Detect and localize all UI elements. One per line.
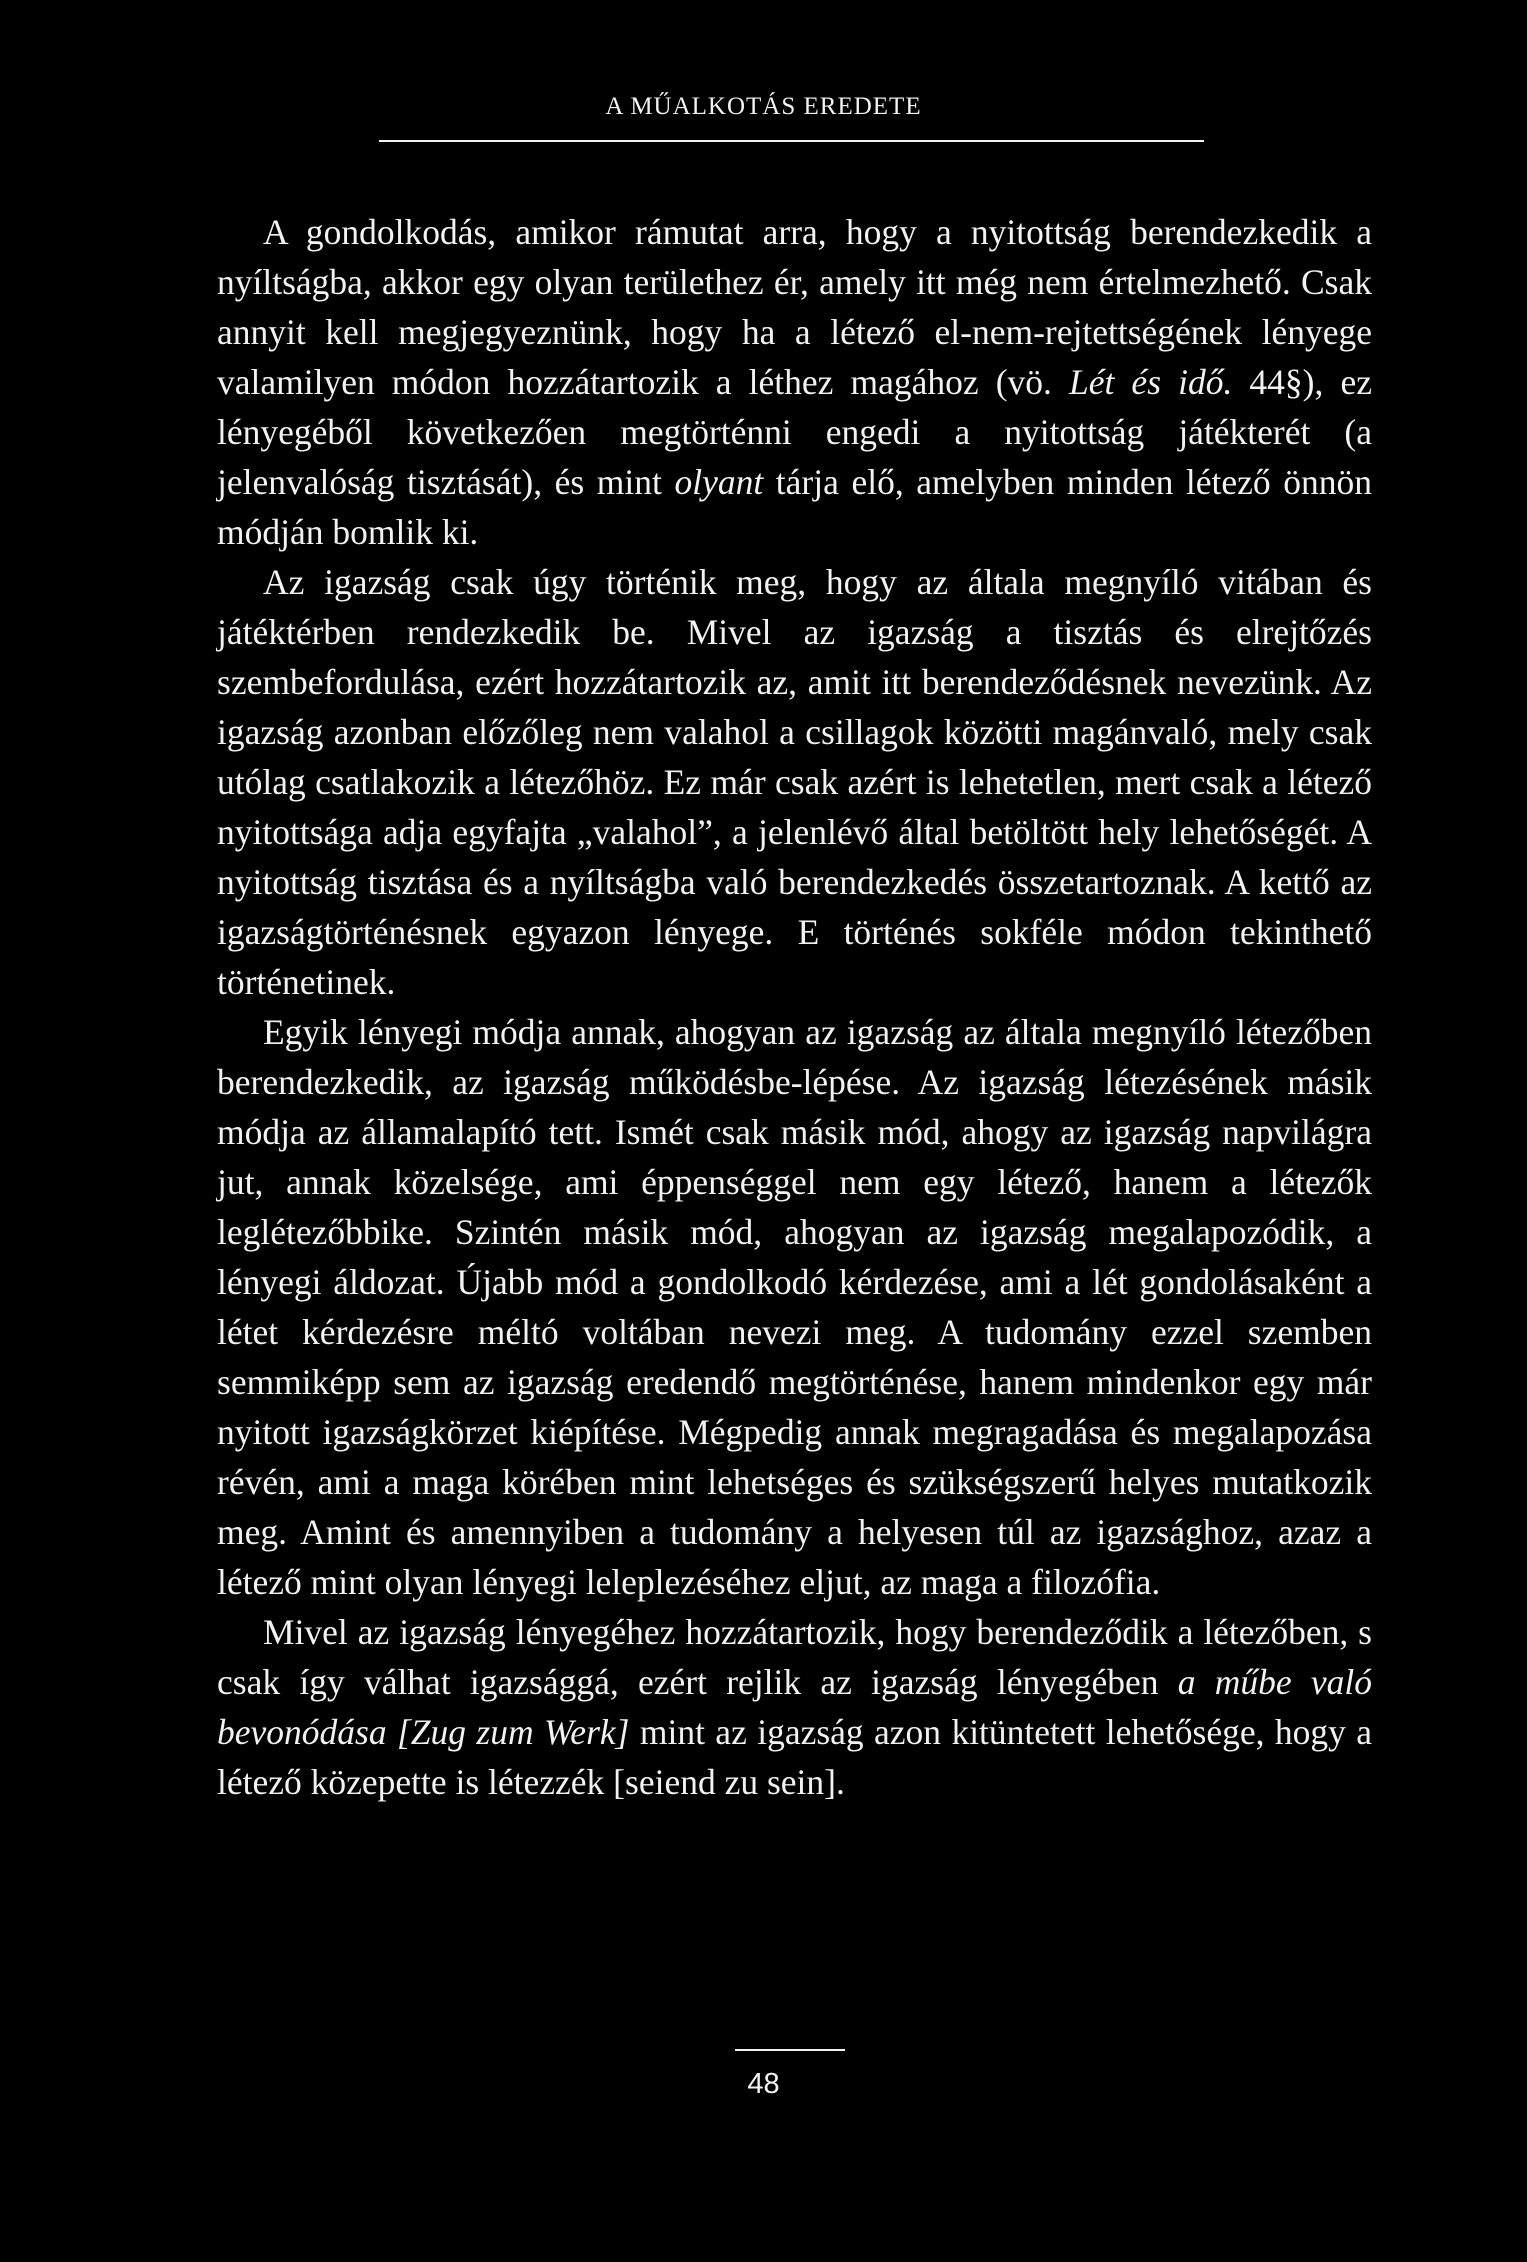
paragraph-3: Egyik lényegi módja annak, ahogyan az igazság az általa megnyíló létezőben berendezkedik, az igazság működésbe-lépése. Az igazság létezésének másik módja az államalapító tett. Ismét csak másik mód, ahogy az igazság napvilágra jut, annak közelsége, ami éppenséggel nem egy létező, hanem a létezők leglétezőbbike. Szintén másik mód, ahogyan az igazság megalapozódik, a lényegi áldozat. Újabb mód a gondolkodó kérdezése, ami a lét gondolásaként a létet kérdezésre méltó voltában nevezi meg. A tudomány ezzel szemben semmiképp sem az igazság eredendő megtörténése, hanem mindenkor egy már nyitott igazságkörzet kiépítése. Mégpedig annak megragadása és megalapozása révén, ami a maga körében mint lehetséges és szükségszerű helyes mutatkozik meg. Amint és amennyiben a tudomány a helyesen túl az igazsághoz, azaz a létező mint olyan lényegi leleplezéséhez eljut, az maga a filozófia. — [217, 1012, 1372, 1602]
paragraph-1-part-1: A gondolkodás, amikor rámutat arra, hogy a nyitottság berendezkedik a nyíltságba, akkor egy olyan területhez ér, amely itt még nem értelmezhető. Csak annyit kell megjegyeznünk, hogy ha a létező el-nem-rejtettségének lényege valamilyen módon hozzátartozik a léthez magához (vö. — [217, 212, 1372, 402]
paragraph-1-italic-2: olyant — [674, 462, 764, 502]
running-title: A MŰALKOTÁS EREDETE — [605, 93, 922, 120]
paragraph-2: Az igazság csak úgy történik meg, hogy az általa megnyíló vitában és játéktérben rendezkedik be. Mivel az igazság a tisztás és elrejtőzés szembefordulása, ezért hozzátartozik az, amit itt berendeződésnek nevezünk. Az igazság azonban előzőleg nem valahol a csillagok közötti magánvaló, mely csak utólag csatlakozik a létezőhöz. Ez már csak azért is lehetetlen, mert csak a létező nyitottsága adja egyfajta „valahol”, a jelenlévő által betöltött hely lehetőségét. A nyitottság tisztása és a nyíltságba való berendezkedés összetartoznak. A kettő az igazságtörténésnek egyazon lényege. E történés sokféle módon tekinthető történetinek. — [217, 562, 1372, 1002]
paragraph-4-part-1: Mivel az igazság lényegéhez hozzátartozik, hogy berendeződik a létezőben, s csak így válhat igazsággá, ezért rejlik az igazság lényegében — [217, 1612, 1372, 1702]
paragraph-1 — [217, 207, 1372, 557]
paragraph-1-part-2: 44§), ez lényegéből következően megtörténni engedi a nyitottság játékterét (a jelenvalóság tisztását), és mint — [217, 362, 1372, 502]
footer-rule — [735, 2049, 845, 2051]
paragraph-1-italic-1: Lét és idő. — [1068, 362, 1233, 402]
paragraph-4-part-2: mint az igazság azon kitüntetett lehetősége, hogy a létező közepette is létezzék [seiend zu sein]. — [217, 1712, 1372, 1802]
body-text — [217, 207, 1372, 1807]
paragraph-1-part-3: tárja elő, amelyben minden létező önnön módján bomlik ki. — [217, 462, 1373, 552]
page-number: 48 — [747, 2068, 780, 2100]
header-rule — [379, 140, 1204, 142]
paragraph-4 — [217, 1607, 1372, 1807]
paragraph-4-italic-1: a műbe való bevonódása [Zug zum Werk] — [217, 1662, 1372, 1752]
